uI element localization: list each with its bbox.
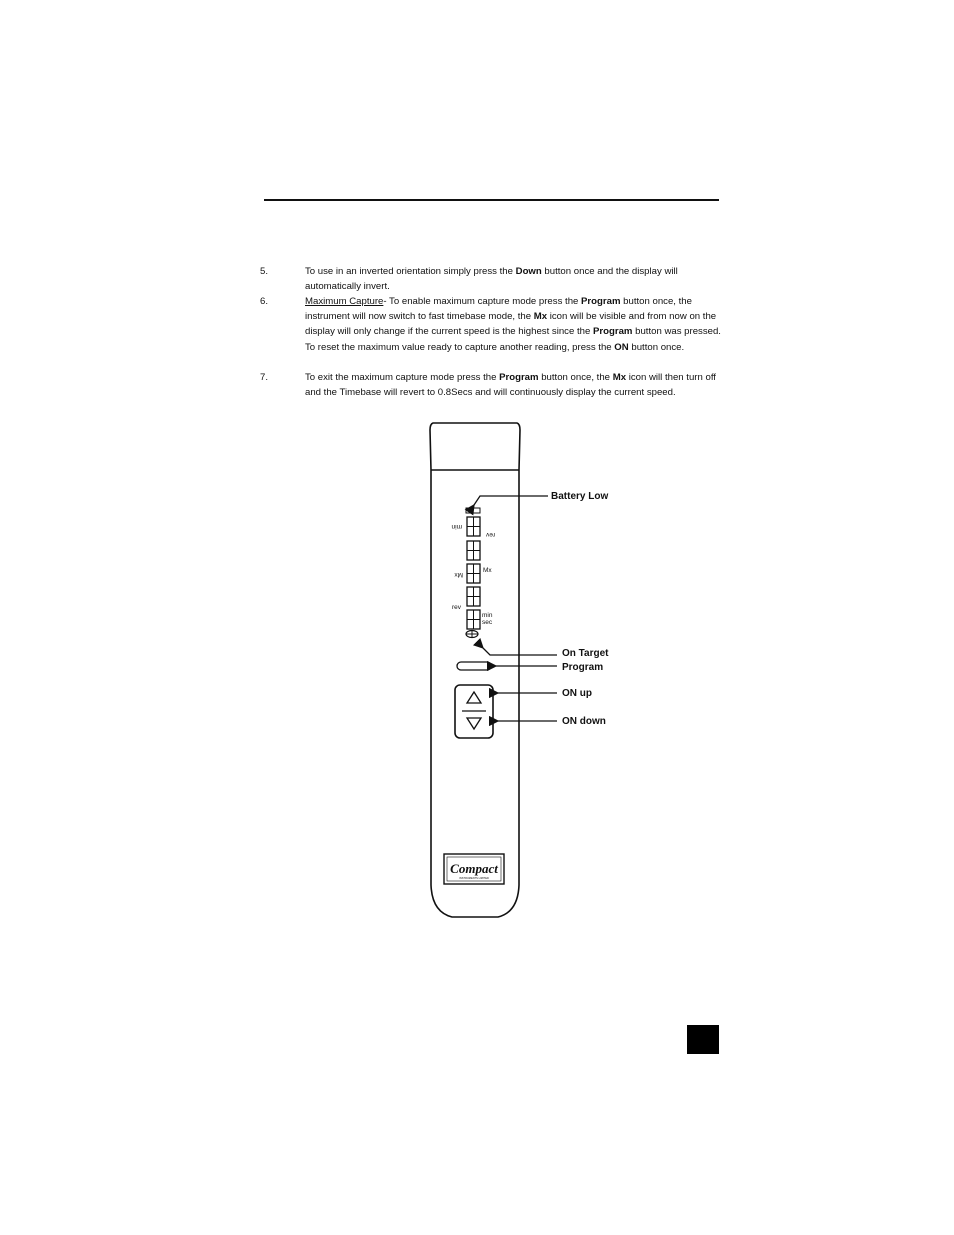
on-up-button[interactable] [467, 692, 481, 703]
text-run: button was pressed. To reset the maximum value ready to capture another reading, press the [305, 326, 721, 353]
text-run: To exit the maximum capture mode press the [305, 372, 500, 383]
text-run: To use in an inverted orientation simply press the [305, 266, 516, 277]
text-run: button once, the instrument will now switch to fast timebase mode, the [305, 296, 692, 323]
text-run: Program [499, 372, 539, 383]
target-icon [466, 631, 478, 638]
page-marker [687, 1025, 719, 1054]
text-run: icon will be visible and from now on the display will only change if the current speed is the highest since the [305, 311, 717, 338]
item-number: 7. [260, 372, 269, 383]
text-run: Mx [612, 372, 627, 383]
text-run: Program [581, 296, 621, 307]
digit-4 [467, 587, 480, 606]
label-on-up: ON up [562, 688, 592, 699]
unit-mx: Mx [483, 567, 492, 574]
unit-sec: sec [482, 619, 493, 626]
logo-text: Compact [450, 861, 498, 876]
program-button[interactable] [457, 662, 491, 670]
unit-min-inverted: min [451, 523, 462, 530]
unit-min: min [482, 612, 493, 619]
text-run: Mx [533, 311, 548, 323]
callout-lines [474, 496, 557, 721]
unit-rev: rev [452, 604, 462, 611]
text-run: ON [614, 341, 629, 353]
on-down-button[interactable] [467, 718, 481, 729]
item-number: 6. [260, 296, 269, 307]
compact-logo [444, 854, 504, 884]
digit-2 [467, 541, 480, 560]
text-run: button once. [628, 341, 685, 353]
battery-low-icon [466, 508, 480, 513]
label-on-target: On Target [562, 648, 609, 659]
text-run: Maximum Capture [305, 296, 384, 307]
text-run: - To enable maximum capture mode press the [383, 296, 582, 307]
text-run: button once and the display will automatically invert. [305, 266, 678, 293]
unit-mx-inverted: Mx [454, 571, 463, 578]
label-on-down: ON down [562, 716, 606, 727]
unit-rev-inverted: rev [485, 531, 495, 538]
item-number: 5. [260, 266, 269, 277]
text-run: button once, the [538, 372, 613, 383]
digit-3 [467, 564, 480, 583]
logo-subtext: INSTRUMENTS LIMITED [459, 877, 489, 880]
text-run: Program [592, 326, 633, 338]
digit-1 [467, 517, 480, 536]
label-program: Program [562, 662, 604, 673]
label-battery-low: Battery Low [551, 491, 609, 502]
text-run: icon will then turn off and the Timebase will revert to 0.8Secs and will continuously display the current speed. [305, 372, 716, 399]
text-run: Down [515, 266, 542, 277]
digit-5 [467, 610, 480, 629]
